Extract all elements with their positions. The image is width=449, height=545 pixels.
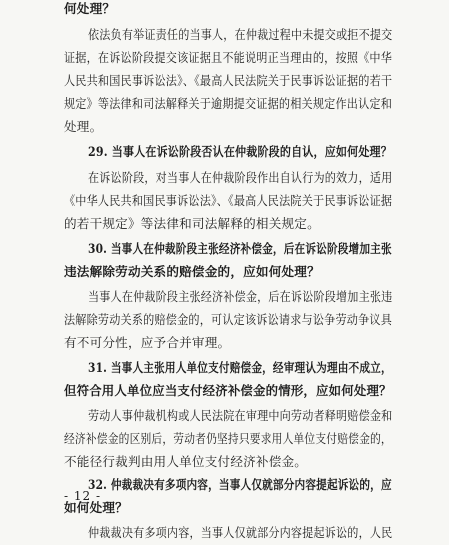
question-heading: 29. 当事人在诉讼阶段否认在仲裁阶段的自认，应如何处理？ (88, 144, 392, 159)
question-heading: 31. 当事人主张用人单位支付赔偿金，经审理认为理由不成立， (88, 360, 392, 375)
page-number: - 12 - (64, 489, 102, 503)
question-heading: 30. 当事人在仲裁阶段主张经济补偿金，后在诉讼阶段增加主张 (88, 241, 392, 256)
text-line: 不能径行裁判由用人单位支付经济补偿金。 (64, 454, 308, 469)
text-line: 的若干规定》等法律和司法解释的相关规定。 (64, 216, 320, 231)
text-line: 证据，在诉讼阶段提交该证据且不能说明正当理由的，按照《中华 (64, 50, 393, 65)
question-heading: 如何处理？ (64, 500, 128, 515)
text-line: 当事人在仲裁阶段主张经济补偿金，后在诉讼阶段增加主张违 (88, 289, 393, 304)
question-heading: 但符合用人单位应当支付经济补偿金的情形，应如何处理？ (64, 383, 392, 398)
text-line: 经济补偿金的区别后，劳动者仍坚持只要求用人单位支付赔偿金的， (64, 431, 392, 446)
text-line: 法解除劳动关系的赔偿金的，可认定该诉讼请求与讼争劳动争议具 (64, 312, 393, 327)
text-line: 何处理？ (64, 1, 116, 16)
text-line: 有不可分性，应予合并审理。 (64, 335, 231, 350)
text-line: 《中华人民共和国民事诉讼法》、《最高人民法院关于民事诉讼证据 (64, 193, 393, 208)
text-line: 处理。 (64, 119, 103, 134)
question-heading: 违法解除劳动关系的赔偿金的，应如何处理？ (64, 264, 320, 279)
text-line: 规定》等法律和司法解释关于逾期提交证据的相关规定作出认定和 (64, 96, 393, 111)
text-line: 依法负有举证责任的当事人，在仲裁过程中未提交或拒不提交 (88, 27, 393, 42)
text-line: 在诉讼阶段，对当事人在仲裁阶段作出自认行为的效力，适用 (88, 170, 393, 185)
text-line: 仲裁裁决有多项内容，当事人仅就部分内容提起诉讼的，人民 (88, 525, 393, 540)
text-line: 人民共和国民事诉讼法》、《最高人民法院关于民事诉讼证据的若干 (64, 73, 393, 88)
text-line: 劳动人事仲裁机构或人民法院在审理中向劳动者释明赔偿金和 (88, 408, 393, 423)
question-heading: 32. 仲裁裁决有多项内容，当事人仅就部分内容提起诉讼的，应 (88, 477, 392, 492)
